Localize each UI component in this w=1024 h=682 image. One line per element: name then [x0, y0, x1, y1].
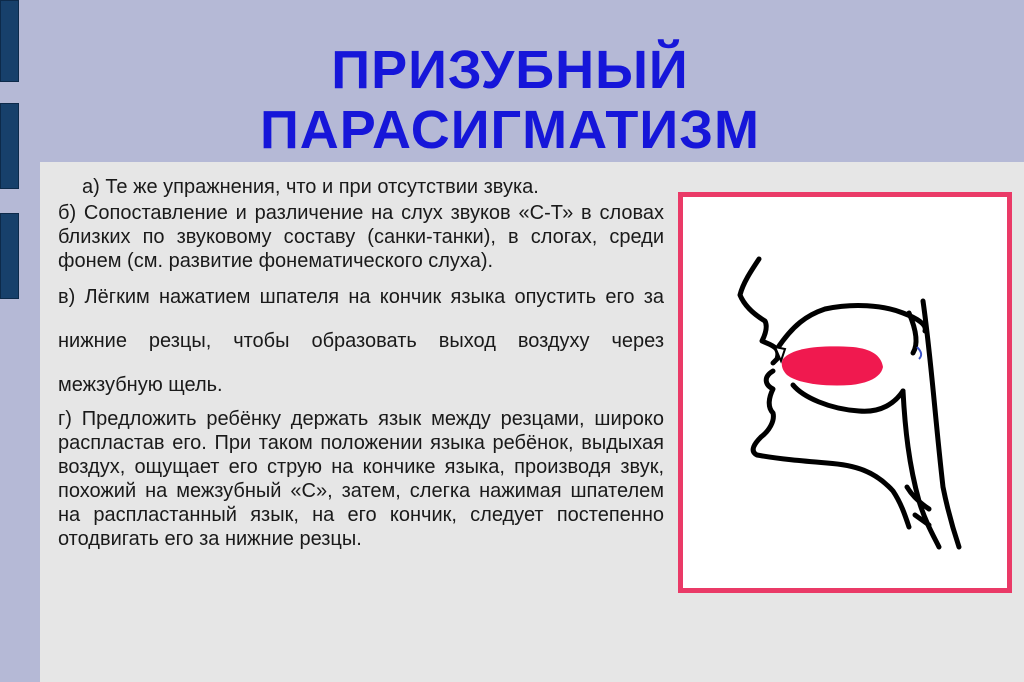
face-profile-lower [753, 371, 909, 527]
velum-mark [917, 347, 921, 359]
tongue-highlight [782, 346, 883, 385]
articulation-diagram [683, 197, 1007, 588]
paragraph-v: в) Лёгким нажатием шпателя на кончик языка опустить его за нижние резцы, чтобы образовать выход воздуху через межзубную щель. [58, 286, 664, 396]
tongue-contour [793, 385, 903, 411]
side-tab-1 [0, 0, 19, 82]
text-block [58, 175, 664, 551]
articulation-figure [678, 192, 1012, 593]
side-tab-3 [0, 213, 19, 299]
paragraph-b: б) Сопоставление и различение на слух звуков «С-Т» в словах близких по звуковому составу (санки-танки), в слогах, среди фонем (см. развитие фонематического слуха). [58, 202, 664, 272]
paragraph-a: а) Те же упражнения, что и при отсутствии звука. [82, 176, 539, 198]
paragraph-g: г) Предложить ребёнку держать язык между резцами, широко распластав его. При таком положении языка ребёнок, выдыхая воздух, ощущает его струю на кончике языка, производя звук, похожий на межзубный «С», затем, слегка нажимая шпателем на распластанный язык, на его кончик, следует постепенно отодвигать его за нижние резцы. [58, 408, 664, 550]
title-line-1: ПРИЗУБНЫЙ [331, 40, 689, 100]
palate-line [777, 306, 925, 349]
side-tab-2 [0, 103, 19, 189]
face-profile-upper [740, 259, 778, 363]
slide-title [150, 40, 870, 160]
title-line-2: ПАРАСИГМАТИЗМ [259, 100, 761, 160]
